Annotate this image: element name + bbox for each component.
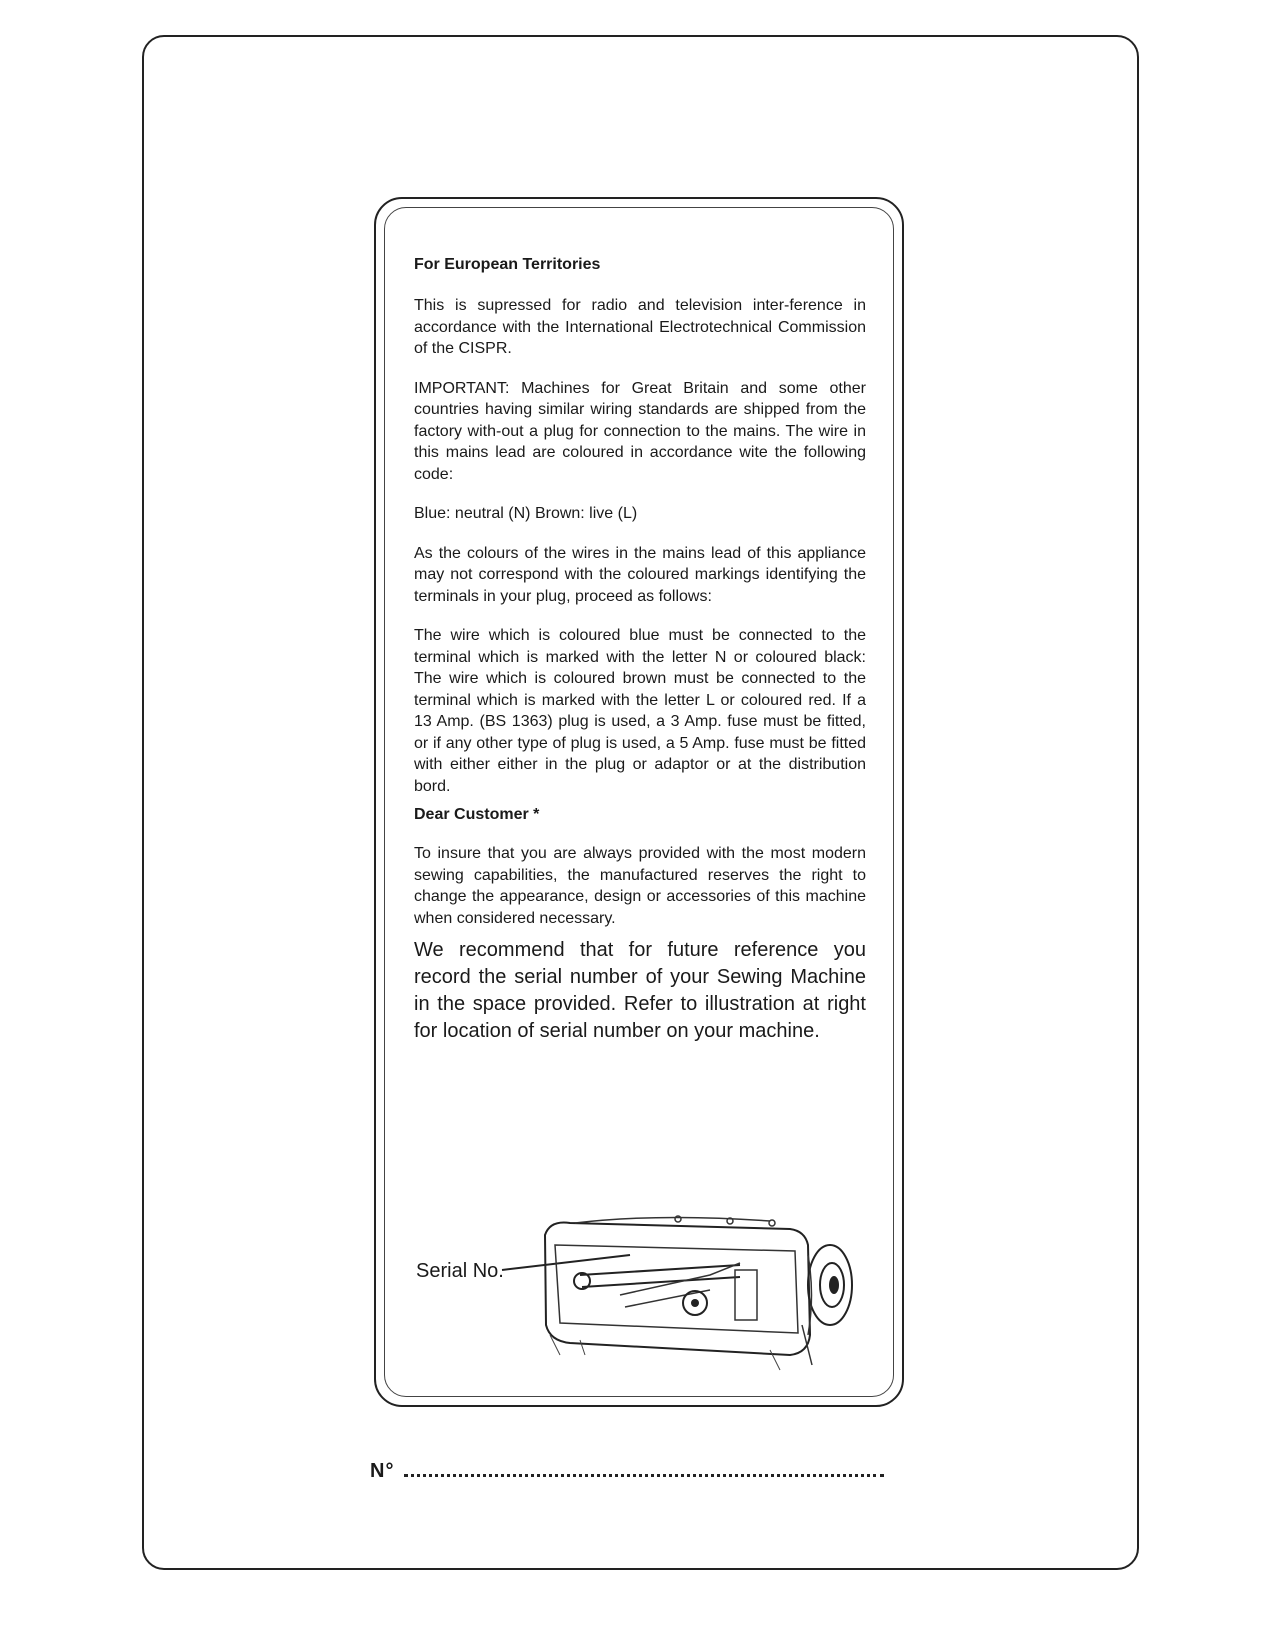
serial-number-entry	[370, 1460, 884, 1483]
serial-number-blank	[404, 1474, 884, 1477]
wire-code-text: Blue: neutral (N) Brown: live (L)	[414, 505, 638, 522]
european-territories-heading: For European Territories	[414, 256, 601, 273]
wire-colours-paragraph: As the colours of the wires in the mains lead of this appliance may not correspond with the coloured markings identifying the terminals in your plug, proceed as follows:	[414, 544, 866, 605]
suppression-paragraph: This is supressed for radio and television inter-ference in accordance with the International Electrotechnical Commission of the CISPR.	[414, 297, 866, 357]
wiring-instructions-paragraph: The wire which is coloured blue must be connected to the terminal which is marked with the letter N or coloured black: The wire which is coloured brown must be connected to the terminal which is marked with the letter L or coloured red. If a 13 Amp. (BS 1363) plug is used, a 3 Amp. fuse must be fitted, or if any other type of plug is used, a 5 Amp. fuse must be fitted with either either in the plug or adaptor or at the distribution bord.	[414, 627, 866, 795]
sewing-machine-icon	[410, 1215, 870, 1390]
notice-content	[414, 255, 866, 1045]
important-paragraph: IMPORTANT: Machines for Great Britain and some other countries having similar wiring standards are shipped from the factory with-out a plug for connection to the mains. The wire in this mains lead are coloured in accordance wite the following code:	[414, 379, 866, 483]
serial-illustration	[410, 1215, 870, 1390]
dear-customer-heading: Dear Customer *	[414, 806, 540, 823]
insure-paragraph: To insure that you are always provided with the most modern sewing capabilities, the manufactured reserves the right to change the appearance, design or accessories of this machine when considered necessary.	[414, 845, 866, 927]
serial-no-label: Serial No.	[416, 1260, 504, 1282]
recommend-paragraph: We recommend that for future reference you record the serial number of your Sewing Machine in the space provided. Refer to illustration at right for location of serial number on your machine.	[414, 939, 866, 1042]
serial-number-label: N°	[370, 1460, 395, 1482]
